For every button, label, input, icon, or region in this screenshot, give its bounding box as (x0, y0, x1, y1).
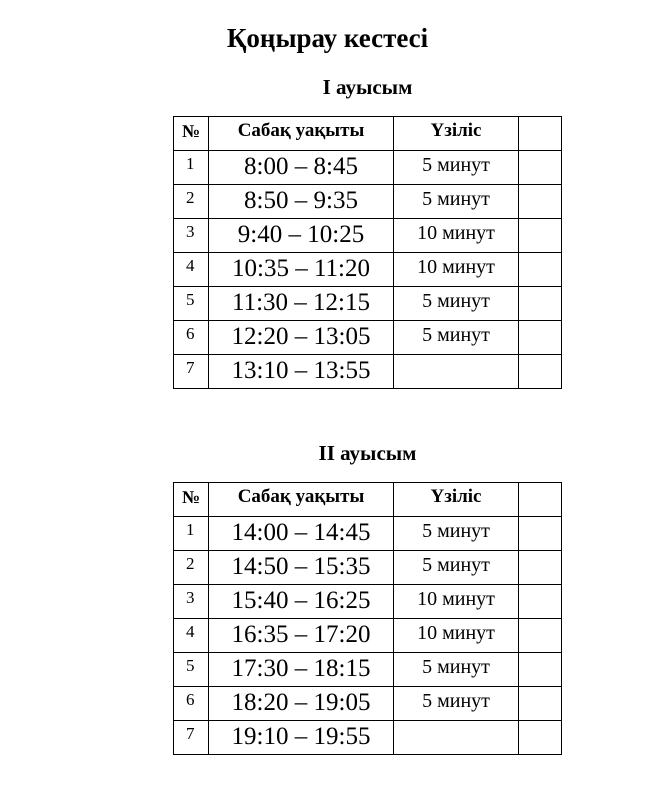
lesson-time: 18:20 – 19:05 (209, 687, 394, 721)
lesson-time: 19:10 – 19:55 (209, 721, 394, 755)
empty-cell (519, 721, 562, 755)
lesson-number: 7 (174, 721, 209, 755)
table-row (174, 151, 562, 185)
table-row (174, 619, 562, 653)
empty-cell (519, 355, 562, 389)
table-row (174, 253, 562, 287)
table-row (174, 321, 562, 355)
table-row (174, 585, 562, 619)
lesson-time: 13:10 – 13:55 (209, 355, 394, 389)
lesson-number: 7 (174, 355, 209, 389)
column-header-lesson-time: Сабақ уақыты (209, 483, 394, 517)
lesson-time: 10:35 – 11:20 (209, 253, 394, 287)
lesson-number: 3 (174, 219, 209, 253)
page-title: Қоңырау кестесі (226, 23, 429, 53)
break-duration: 10 минут (394, 253, 519, 287)
break-duration (394, 355, 519, 389)
empty-cell (519, 585, 562, 619)
table-row (174, 687, 562, 721)
lesson-time: 14:50 – 15:35 (209, 551, 394, 585)
break-duration: 5 минут (394, 687, 519, 721)
lesson-number: 3 (174, 585, 209, 619)
break-duration: 5 минут (394, 653, 519, 687)
lesson-time: 14:00 – 14:45 (209, 517, 394, 551)
table-row (174, 517, 562, 551)
break-duration: 10 минут (394, 619, 519, 653)
lesson-time: 15:40 – 16:25 (209, 585, 394, 619)
empty-cell (519, 287, 562, 321)
empty-cell (519, 321, 562, 355)
column-header-number: № (174, 483, 209, 517)
lesson-time: 17:30 – 18:15 (209, 653, 394, 687)
column-header-break: Үзіліс (394, 483, 519, 517)
column-header-break: Үзіліс (394, 117, 519, 151)
column-header-number: № (174, 117, 209, 151)
lesson-number: 4 (174, 619, 209, 653)
lesson-number: 2 (174, 185, 209, 219)
lesson-number: 1 (174, 517, 209, 551)
shift-2-title: ІІ ауысым (318, 441, 417, 465)
empty-cell (519, 551, 562, 585)
lesson-number: 5 (174, 653, 209, 687)
lesson-number: 6 (174, 687, 209, 721)
lesson-number: 2 (174, 551, 209, 585)
break-duration: 5 минут (394, 287, 519, 321)
table-row (174, 551, 562, 585)
lesson-time: 8:50 – 9:35 (209, 185, 394, 219)
lesson-number: 5 (174, 287, 209, 321)
lesson-time: 11:30 – 12:15 (209, 287, 394, 321)
column-header-empty (519, 117, 562, 151)
empty-cell (519, 151, 562, 185)
table-row (174, 219, 562, 253)
lesson-number: 6 (174, 321, 209, 355)
empty-cell (519, 517, 562, 551)
lesson-time: 9:40 – 10:25 (209, 219, 394, 253)
table-row (174, 721, 562, 755)
break-duration: 10 минут (394, 585, 519, 619)
empty-cell (519, 219, 562, 253)
lesson-time: 8:00 – 8:45 (209, 151, 394, 185)
shift-1-table (173, 116, 562, 389)
empty-cell (519, 185, 562, 219)
table-row (174, 355, 562, 389)
column-header-empty (519, 483, 562, 517)
break-duration: 5 минут (394, 185, 519, 219)
table-row (174, 653, 562, 687)
table-header-row (174, 483, 562, 517)
break-duration: 5 минут (394, 551, 519, 585)
empty-cell (519, 253, 562, 287)
shift-2-table (173, 482, 562, 755)
shift-1-title: І ауысым (322, 75, 413, 99)
break-duration: 5 минут (394, 517, 519, 551)
empty-cell (519, 653, 562, 687)
empty-cell (519, 687, 562, 721)
lesson-number: 4 (174, 253, 209, 287)
lesson-time: 12:20 – 13:05 (209, 321, 394, 355)
lesson-time: 16:35 – 17:20 (209, 619, 394, 653)
break-duration: 10 минут (394, 219, 519, 253)
break-duration: 5 минут (394, 151, 519, 185)
table-row (174, 185, 562, 219)
break-duration: 5 минут (394, 321, 519, 355)
break-duration (394, 721, 519, 755)
empty-cell (519, 619, 562, 653)
column-header-lesson-time: Сабақ уақыты (209, 117, 394, 151)
table-row (174, 287, 562, 321)
table-header-row (174, 117, 562, 151)
lesson-number: 1 (174, 151, 209, 185)
